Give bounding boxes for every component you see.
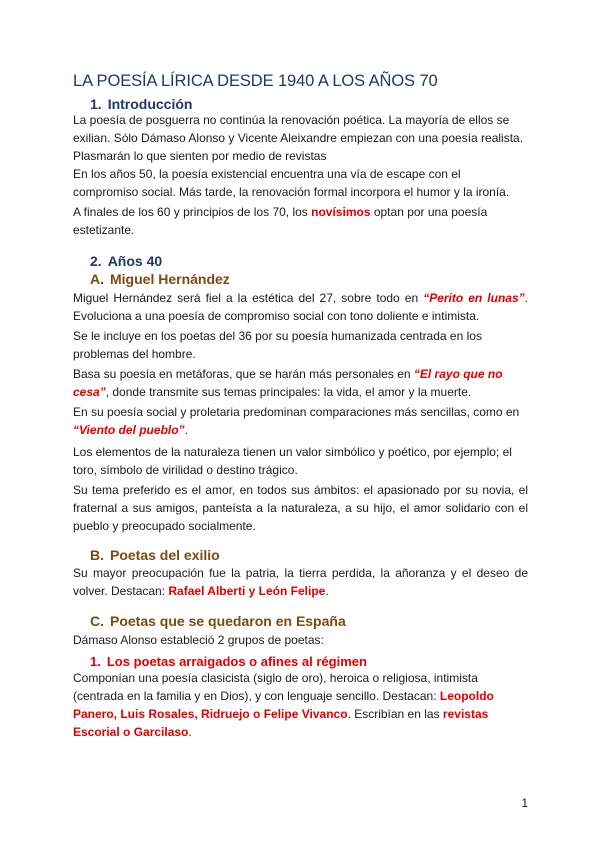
highlight-viento-del-pueblo: “Viento del pueblo” [73, 423, 185, 437]
highlight-revistas: revistas Escorial o Garcilaso [73, 707, 489, 739]
subsection-heading-poetas-del-exilio [90, 547, 220, 563]
text-run: . [188, 725, 192, 739]
list-heading-arraigados [90, 654, 367, 669]
text-run: Basa su poesía en metáforas, que se harán más personales en [73, 367, 414, 381]
text-run: A finales de los 60 y principios de los 70, los [73, 205, 312, 219]
section-title: Años 40 [107, 253, 163, 269]
highlight-el-rayo-que-no-cesa: “El rayo que no cesa” [73, 367, 503, 399]
subsection-label: A. [90, 271, 104, 287]
list-title: Los poetas arraigados o afines al régimen [106, 654, 367, 669]
intro-paragraph-3 [73, 203, 528, 239]
text-run: . Escribían en las [347, 707, 443, 721]
highlight-perito-en-lunas: “Perito en lunas” [423, 291, 525, 305]
exilio-paragraph [73, 564, 528, 600]
text-run: En su poesía social y proletaria predominan comparaciones más sencillas, como en [73, 405, 520, 419]
intro-paragraph-2: En los años 50, la poesía existencial encuentra una vía de escape con el compromiso social. Más tarde, la renovación formal incorpora el humor y la ironía. [73, 167, 510, 199]
hernandez-paragraph-1 [73, 289, 528, 325]
highlight-alberti-felipe: Rafael Alberti y León Felipe [168, 584, 326, 598]
hernandez-paragraph-6: Su tema preferido es el amor, en todos sus ámbitos: el apasionado por su novia, el fraternal a sus amigos, panteísta a la naturaleza, a su hijo, el amor solidario con el pueblo y preocupado socialmente. [73, 483, 528, 533]
subsection-title: Poetas que se quedaron en España [110, 613, 346, 629]
hernandez-paragraph-5: Los elementos de la naturaleza tienen un valor simbólico y poético, por ejemplo; el toro, símbolo de virilidad o destino trágico. [73, 445, 512, 477]
subsection-title: Poetas del exilio [110, 547, 220, 563]
intro-paragraph-1: La poesía de posguerra no continúa la renovación poética. La mayoría de ellos se exilian. Sólo Dámaso Alonso y Vicente Aleixandre empiezan con una poesía realista. Plasmarán lo que sienten por medio de revistas [73, 113, 524, 163]
text-run: Miguel Hernández será fiel a la estética del 27, sobre todo en [73, 291, 424, 305]
page-number: 1 [521, 796, 528, 810]
document-title: LA POESÍA LÍRICA DESDE 1940 A LOS AÑOS 70 [73, 72, 438, 90]
subsection-title: Miguel Hernández [110, 271, 230, 287]
subsection-heading-miguel-hernandez [90, 271, 230, 287]
highlight-poetas-list: Leopoldo Panero, Luis Rosales, Ridruejo o Felipe Vivanco [73, 689, 494, 721]
text-run: Componían una poesía clasicista (siglo de oro), heroica o religiosa, intimista (centrada en la familia y en Dios), y con lenguaje sencillo. Destacan: [73, 671, 478, 703]
highlight-novisimos: novísimos [311, 205, 371, 219]
text-run: optan por una poesía estetizante. [73, 205, 488, 237]
arraigados-paragraph [73, 669, 528, 741]
text-run: . Evoluciona a una poesía de compromiso social con tono doliente e intimista. [73, 291, 528, 323]
list-number: 1. [90, 654, 101, 669]
espana-paragraph: Dámaso Alonso estableció 2 grupos de poetas: [73, 633, 324, 647]
subsection-label: B. [90, 547, 104, 563]
hernandez-paragraph-4 [73, 403, 528, 439]
subsection-heading-poetas-espana [90, 613, 346, 629]
section-number: 1. [90, 96, 102, 112]
section-heading-anos-40 [90, 253, 162, 269]
subsection-label: C. [90, 613, 104, 629]
text-run: Su mayor preocupación fue la patria, la tierra perdida, la añoranza y el deseo de volver. Destacan: [73, 566, 528, 598]
text-run: . [325, 584, 329, 598]
section-number: 2. [90, 253, 102, 269]
text-run: , donde transmite sus temas principales: la vida, el amor y la muerte. [105, 385, 472, 399]
hernandez-paragraph-2: Se le incluye en los poetas del 36 por su poesía humanizada centrada en los problemas del hombre. [73, 329, 482, 361]
hernandez-paragraph-3 [73, 365, 528, 401]
section-heading-introduccion [90, 96, 192, 112]
section-title: Introducción [107, 96, 193, 112]
text-run: . [184, 423, 188, 437]
